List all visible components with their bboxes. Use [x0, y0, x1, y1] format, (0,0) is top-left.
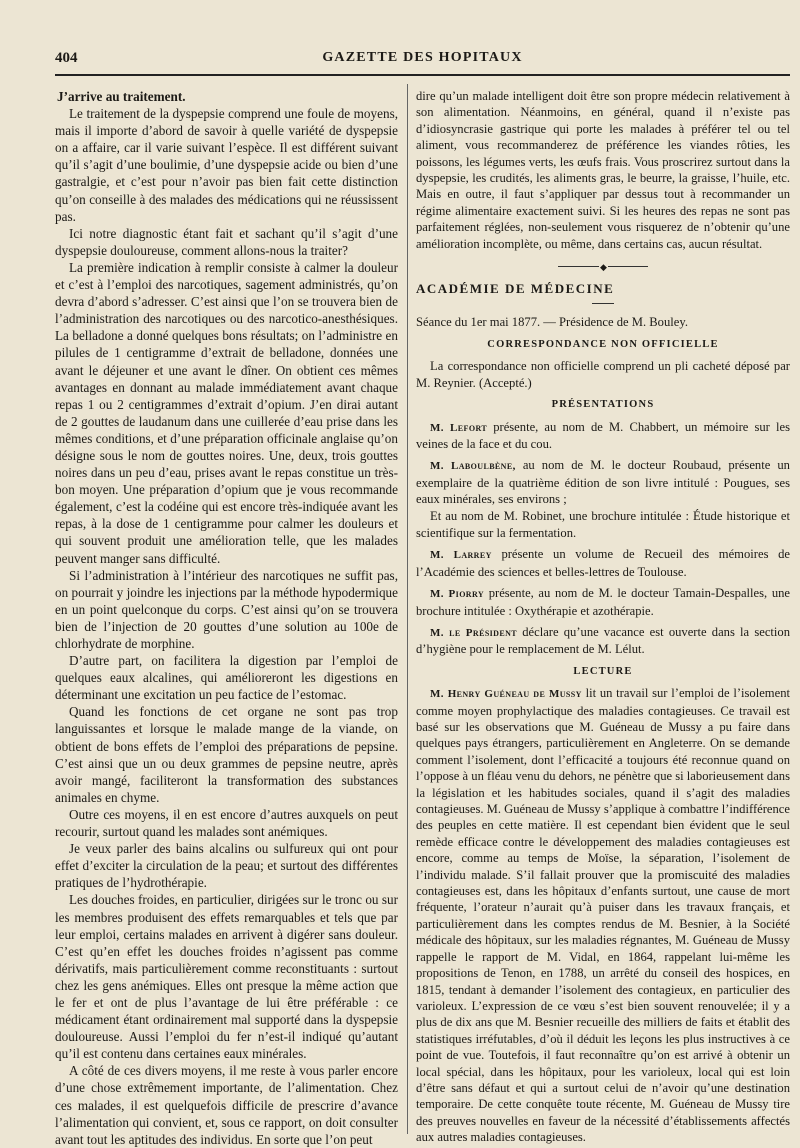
paragraph: J’arrive au traitement. [57, 89, 186, 104]
presentation-text: au nom de M. le docteur Roubaud, présente un exemplaire de la quatrième édition de son livre intitulé : Pougues, ses eaux minérales, ses environs ; [416, 458, 790, 507]
page-header [55, 50, 790, 72]
paragraph: A côté de ces divers moyens, il me reste à vous parler encore d’une chose extrêmement importante, de l’alimentation. Chez ces malades, il est quelquefois difficile de prescrire d’avance l’alimentation qui convient, et, sous ce rapport, on doit consulter avant tout les aptitudes des individus. En sorte que l’on peut [55, 1063, 398, 1147]
paragraph: Je veux parler des bains alcalins ou sulfureux qui ont pour effet d’exciter la circulation de la peau; et surtout des différentes pratiques de l’hydrothérapie. [55, 841, 398, 891]
correspondance-text: La correspondance non officielle comprend un pli cacheté déposé par M. Reynier. (Accepté.) [416, 359, 790, 390]
paragraph: Ici notre diagnostic étant fait et sachant qu’il s’agit d’une dyspepsie douloureuse, comment allons-nous la traiter? [55, 225, 398, 258]
presentation-item [416, 546, 790, 580]
paragraph: Quand les fonctions de cet organe ne sont pas trop languissantes et lorsque le malade mange de la viande, on obtient de bons effets de l’emploi des préparations de pepsine. C’est ainsi que un ou deux grammes de pepsine neutre, après avoir mangé, faciliteront la transformation des substances animales en chyme. [55, 704, 398, 805]
speaker-name: M. Piorry [430, 588, 485, 601]
presentation-text: présente un volume de Recueil des mémoires de l’Académie des sciences et belles-lettres de Toulouse. [416, 547, 791, 579]
correspondance-title: CORRESPONDANCE NON OFFICIELLE [487, 338, 719, 350]
continued-paragraph: dire qu’un malade intelligent doit être son propre médecin relativement à son alimentation. Néanmoins, en général, quand il n’existe pas d’idiosyncrasie gastrique qui porte les malades à préférer tel ou tel aliment, vous recommanderez de préférence les viandes rôties, les poissons, les légumes verts, les œufs frais. Vous proscrirez surtout dans la dyspepsie, les crudités, les aliments gras, le beurre, la graisse, l’huile, etc. Mais en outre, il faut s’appliquer par dessus tout à recommander un régime alimentaire exactement suivi. Si les heures des repas ne sont pas parfaitement réglées, non-seulement vous risquerez de n’obtenir qu’une amélioration incomplète, ou même, dans certains cas, aucun résultat. [416, 89, 790, 251]
speaker-name: M. Lefort [430, 421, 488, 434]
lecture-text: lit un travail sur l’emploi de l’isolement comme moyen prophylactique des maladies contagieuses. Ce travail est basé sur les observations que M. Guéneau de Mussy a pu faire dans quelques pays étrangers, particulièrement en Angleterre. On se demande comment l’isolement, dont l’efficacité a toujours été reconnue quand on l’oppose à un fléau venu du dehors, ne pénètre que si laborieusement dans la législation et les habitudes sociales, quand il s’agit des maladies contagieuses. M. Guéneau de Mussy s’applique à combattre l’indifférence des peuples en cette matière. Il est cependant bien évident que le seul remède efficace contre le développement des maladies contagieuses est encore, comme au temps de Moïse, la séparation, l’isolement de l’individu malade. S’il fallait prouver que la promiscuité des maladies contagieuses est, dans les hôpitaux d’enfants surtout, une cause de mort fréquente, l’orateur n’aurait qu’à puiser dans les travaux français, et particulièrement dans les comptes rendus de M. Besnier, à la Société médicale des hôpitaux, sur les maladies régnantes, M. Guéneau de Mussy rappelle le rapport de M. Vidal, en 1864, rappelant lui-même les propositions de Tenon, en 1788, un arrêté du conseil des hospices, en 1815, tendant à demander l’isolement des contagieux, en particulier des varioleux. L’expression de ce vœu s’est bien souvent renouvelée; il y a plus de dix ans que M. Besnier recueille des milliers de faits et établit des statistiques irréfutables, d’où il déduit les leçons les plus instructives à ce point de vue. Toutefois, il faut reconnaître qu’on est arrivé à obtenir un local spécial, dans les hôpitaux, pour les varioleux, local qui est loin d’être sans défaut et qui a surtout celui de n’avoir qu’une destination temporaire. De cette conquête toute récente, M. Guéneau de Mussy tire des preuves nouvelles en faveur de la nécessité d’établissements affectés aux autres maladies contagieuses. [416, 686, 790, 1145]
paragraph: Si l’administration à l’intérieur des narcotiques ne suffit pas, on pourrait y joindre les injections par la méthode hypodermique en un point quelconque du corps. C’est ainsi qu’on se trouvera bien de l’injection de 20 gouttes d’une solution au 100e de chlorhydrate de morphine. [55, 567, 398, 651]
session-line: Séance du 1er mai 1877. — Présidence de M. Bouley. [416, 315, 688, 330]
paragraph: Outre ces moyens, il en est encore d’autres auxquels on peut recourir, surtout quand les malades sont anémiques. [55, 806, 398, 840]
speaker-name: M. le Président [430, 626, 518, 639]
presentation-item [416, 624, 790, 658]
presentation-text: présente, au nom de M. le docteur Tamain-Despalles, une brochure intitulée : Oxythérapie et azothérapie. [416, 586, 790, 618]
column-divider [407, 84, 408, 1134]
lecture-paragraph [416, 685, 790, 1145]
presentation-text: déclare qu’une vacance est ouverte dans la section d’hygiène pour le remplacement de M. Lélut. [416, 624, 791, 657]
paragraph: Les douches froides, en particulier, dirigées sur le tronc ou sur les membres produisent des effets remarquables et tels que par leur emploi, certains malades en arrivent à digérer sans douleur. C’est qu’en effet les douches froides n’agissent pas comme dérivatifs, mais particulièrement comme reconstituants : surtout chez les gens anémiques. Elles ont presque la même action que le fer et ont de plus l’avantage de lui être préférable : ce médicament étant ordinairement mal supporté dans la dyspepsie douloureuse. Aussi l’emploi du fer n’est-il indiqué qu’autant qu’il est contenu dans certaines eaux minérales. [55, 892, 398, 1062]
left-column [55, 88, 398, 1147]
journal-title: GAZETTE DES HOPITAUX [322, 50, 523, 65]
speaker-name: M. Henry Guéneau de Mussy [430, 688, 582, 701]
section-title: ACADÉMIE DE MÉDECINE [416, 281, 615, 297]
presentation-item [416, 419, 790, 453]
presentation-item [416, 508, 790, 542]
lecture-title: LECTURE [573, 665, 633, 677]
page-number: 404 [55, 50, 78, 66]
short-rule [592, 303, 614, 304]
presentation-text: présente, au nom de M. Chabbert, un mémoire sur les veines de la face et du cou. [416, 419, 790, 451]
presentations-title: PRÉSENTATIONS [551, 399, 655, 411]
presentation-item [416, 457, 790, 507]
paragraph: La première indication à remplir consiste à calmer la douleur et c’est à l’emploi des narcotiques, sagement administrés, qu’on devra d’abord s’adresser. C’est ainsi que l’on se trouvera bien de l’administration des narcotiques ou des narcotico-anesthésiques. La belladone a donné quelques bons résultats; on l’administre en pilules de 1 centigramme d’extrait de belladone, données une avant le déjeuner et une avant le dîner. On obtient ces mêmes avantages en donnant au malade immédiatement avant chaque repas 1 ou 2 centigrammes d’extrait d’opium. J’en dirai autant de 2 gouttes de laudanum dans une cuillerée d’eau prise dans les mêmes conditions, et d’une préparation officinale anglaise qu’on désigne sous le nom de gouttes noires. Une, deux, trois gouttes noires dans un peu d’eau, prises avant le repas constitue un très-bon moyen. Une préparation d’opium que je vous recommande également, c’est la codéine qui est encore très-indiquée avant les repas, à la dose de 1 centigramme pour calmer les douleurs et qui souvent produit une amélioration telle, que les malades peuvent manger sans difficulté. [55, 259, 398, 566]
presentation-item [416, 585, 790, 619]
speaker-name: M. Larrey [430, 549, 492, 562]
ornament-divider [558, 266, 648, 267]
right-column [416, 88, 791, 1145]
paragraph: Le traitement de la dyspepsie comprend une foule de moyens, mais il importe d’abord de savoir à quelle variété de dyspepsie on a affaire, car il varie suivant l’espèce. Il est différent suivant qu’il s’agit d’une boulimie, d’une dyspepsie acide ou bien d’une gastralgie, et c’est pour n’avoir pas bien fait cette distinction qu’on conseille à des malades des médications qui ne réussissent pas. [55, 106, 398, 224]
header-rule [55, 74, 790, 76]
speaker-name: M. Laboulbène, [430, 460, 516, 473]
presentation-text: Et au nom de M. Robinet, une brochure intitulée : Étude historique et scientifique sur la fermentation. [416, 508, 790, 540]
paragraph: D’autre part, on facilitera la digestion par l’emploi de quelques eaux alcalines, qui amélioreront les digestions en déterminant une excitation un peu factice de l’estomac. [55, 653, 398, 703]
